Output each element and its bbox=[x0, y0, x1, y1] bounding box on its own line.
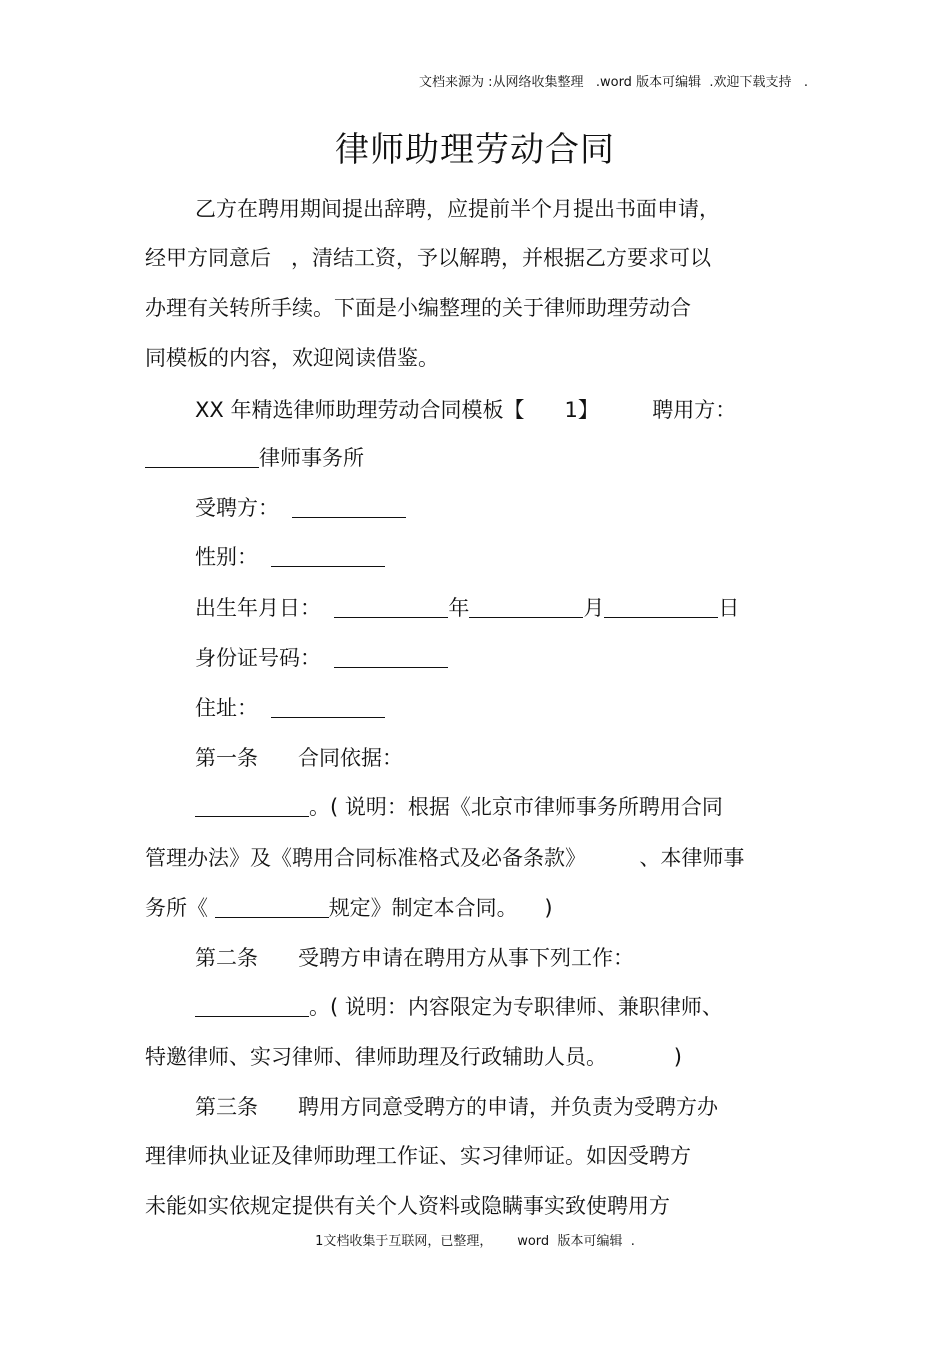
gender-blank bbox=[271, 546, 385, 567]
employee-field bbox=[195, 494, 406, 522]
employer-suffix: 律师事务所 bbox=[259, 446, 364, 470]
article-3-line-3: 未能如实依规定提供有关个人资料或隐瞒事实致使聘用方 bbox=[145, 1194, 670, 1218]
employer-blank bbox=[145, 447, 259, 468]
article-1-line-3 bbox=[145, 894, 553, 922]
article-3-line-2: 理律师执业证及律师助理工作证、实习律师证。如因受聘方 bbox=[145, 1144, 691, 1168]
address-field bbox=[195, 694, 385, 722]
intro-line-2: 经甲方同意后 ，清结工资，予以解聘，并根据乙方要求可以 bbox=[145, 246, 712, 270]
id-number-field bbox=[195, 644, 448, 672]
birth-month-blank bbox=[469, 597, 583, 618]
article-3-line-1: 第三条 聘用方同意受聘方的申请，并负责为受聘方办 bbox=[195, 1095, 719, 1119]
page-footer-note: 1文档收集于互联网，已整理， word 版本可编辑 . bbox=[315, 1234, 635, 1249]
employee-label: 受聘方： bbox=[195, 496, 279, 520]
year-label: 年 bbox=[448, 596, 470, 620]
article-1-rule-blank bbox=[215, 897, 329, 918]
intro-line-1: 乙方在聘用期间提出辞聘，应提前半个月提出书面申请， bbox=[195, 197, 720, 221]
gender-field bbox=[195, 543, 385, 571]
article-1-line-2: 管理办法》及《聘用合同标准格式及必备条款》 、本律师事 bbox=[145, 846, 745, 870]
birth-field bbox=[195, 594, 739, 622]
article-1-text-1: 。( 说明：根据《北京市律师事务所聘用合同 bbox=[309, 795, 723, 819]
intro-line-3: 办理有关转所手续。下面是小编整理的关于律师助理劳动合 bbox=[145, 296, 691, 320]
article-1-text-3a: 务所《 bbox=[145, 896, 215, 920]
article-2-line-1 bbox=[195, 993, 723, 1021]
birth-year-blank bbox=[334, 597, 448, 618]
article-1-text-3b: 规定》制定本合同。 ) bbox=[328, 896, 553, 920]
birth-label: 出生年月日： bbox=[195, 596, 321, 620]
address-blank bbox=[271, 697, 385, 718]
article-1-line-1 bbox=[195, 793, 723, 821]
article-2-blank bbox=[195, 996, 309, 1017]
month-label: 月 bbox=[583, 596, 605, 620]
id-number-label: 身份证号码： bbox=[195, 646, 321, 670]
employer-line bbox=[145, 444, 364, 472]
employee-blank bbox=[292, 497, 406, 518]
article-2-heading: 第二条 受聘方申请在聘用方从事下列工作： bbox=[195, 946, 635, 970]
id-number-blank bbox=[334, 647, 448, 668]
article-2-text-1: 。( 说明：内容限定为专职律师、兼职律师、 bbox=[309, 995, 723, 1019]
page-header-note: 文档来源为 :从网络收集整理 .word 版本可编辑 .欢迎下载支持 . bbox=[418, 75, 808, 90]
gender-label: 性别： bbox=[195, 545, 258, 569]
document-title: 律师助理劳动合同 bbox=[335, 130, 615, 170]
intro-line-4: 同模板的内容，欢迎阅读借鉴。 bbox=[145, 346, 439, 370]
article-1-blank bbox=[195, 796, 309, 817]
template-heading: XX 年精选律师助理劳动合同模板【 1】 聘用方： bbox=[195, 398, 737, 422]
article-2-line-2: 特邀律师、实习律师、律师助理及行政辅助人员。 ) bbox=[145, 1045, 682, 1069]
article-1-heading: 第一条 合同依据： bbox=[195, 746, 404, 770]
address-label: 住址： bbox=[195, 696, 258, 720]
day-label: 日 bbox=[718, 596, 740, 620]
birth-day-blank bbox=[604, 597, 718, 618]
